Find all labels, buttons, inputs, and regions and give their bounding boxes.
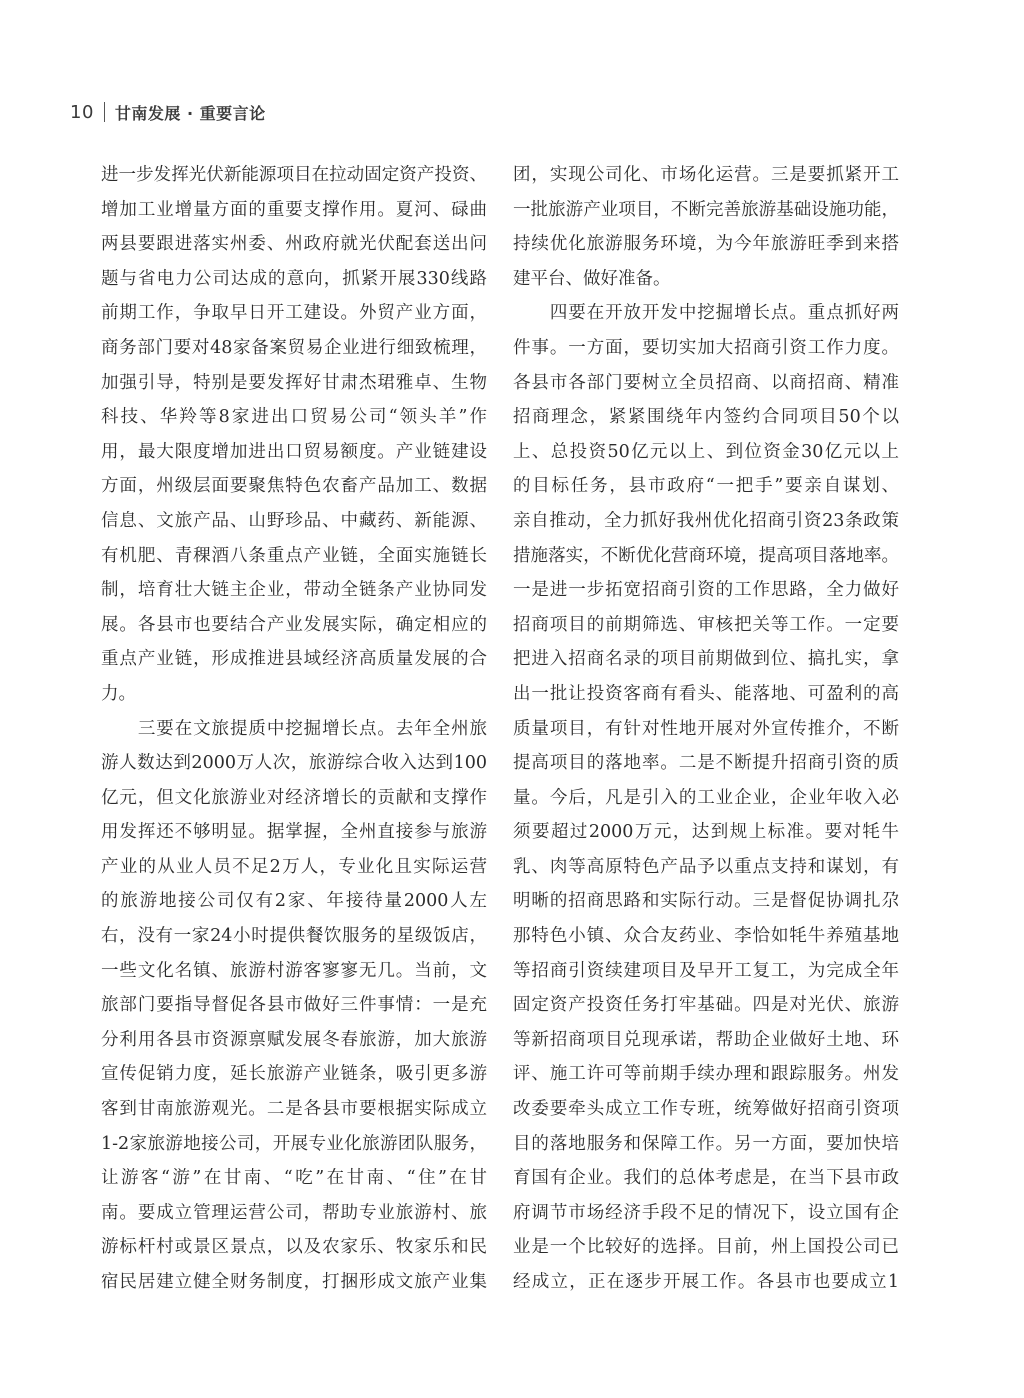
text-line: 用发挥还不够明显。据掌握，全州直接参与旅游 [101, 822, 487, 843]
text-line: 力。 [101, 683, 136, 704]
text-line: 经成立，正在逐步开展工作。各县市也要成立1 [513, 1272, 899, 1292]
text-line: 产业的从业人员不足2万人，专业化且实际运营 [101, 856, 487, 877]
text-line: 须要超过2000万元，达到规上标准。要对牦牛 [513, 822, 899, 843]
text-line: 右，没有一家24小时提供餐饮服务的星级饭店， [101, 926, 487, 947]
text-line: 件事。一方面，要切实加大招商引资工作力度。 [513, 337, 899, 358]
page-number: 10 [70, 101, 94, 123]
text-line: 乳、肉等高原特色产品予以重点支持和谋划，有 [513, 856, 899, 877]
text-line: 让游客“游”在甘南、“吃”在甘南、“住”在甘 [101, 1168, 487, 1189]
text-line: 持续优化旅游服务环境，为今年旅游旺季到来搭 [513, 234, 899, 255]
text-line: 题与省电力公司达成的意向，抓紧开展330线路 [101, 268, 487, 289]
text-line: 的目标任务，县市政府“一把手”要亲自谋划、 [513, 476, 899, 497]
text-line: 1-2家旅游地接公司，开展专业化旅游团队服务， [101, 1133, 487, 1154]
text-line: 等招商引资续建项目及早开工复工，为完成全年 [513, 960, 899, 981]
text-line: 业是一个比较好的选择。目前，州上国投公司已 [513, 1237, 899, 1258]
text-line: 招商理念，紧紧围绕年内签约合同项目50个以 [513, 407, 899, 428]
text-line: 措施落实，不断优化营商环境，提高项目落地率。 [513, 545, 899, 566]
text-line: 招商项目的前期筛选、审核把关等工作。一定要 [513, 614, 899, 635]
text-line: 游人数达到2000万人次，旅游综合收入达到100 [101, 753, 487, 774]
text-line: 三要在文旅提质中挖掘增长点。去年全州旅 [101, 718, 487, 739]
header-divider [104, 102, 105, 122]
text-line: 明晰的招商思路和实际行动。三是督促协调扎尕 [513, 891, 899, 912]
text-line: 一些文化名镇、旅游村游客寥寥无几。当前，文 [101, 960, 487, 981]
text-line: 制，培育壮大链主企业，带动全链条产业协同发 [101, 580, 487, 601]
text-line: 信息、文旅产品、山野珍品、中藏药、新能源、 [101, 510, 487, 531]
left-column [101, 158, 487, 1300]
text-line: 上、总投资50亿元以上、到位资金30亿元以上 [513, 441, 899, 462]
text-line: 评、施工许可等前期手续办理和跟踪服务。州发 [513, 1064, 899, 1085]
text-line: 建平台、做好准备。 [513, 268, 671, 289]
right-column [513, 158, 899, 1300]
text-line: 质量项目，有针对性地开展对外宣传推介，不断 [513, 718, 899, 739]
text-line: 旅部门要指导督促各县市做好三件事情：一是充 [101, 995, 487, 1016]
text-line: 宿民居建立健全财务制度，打捆形成文旅产业集 [101, 1272, 487, 1292]
text-line: 客到甘南旅游观光。二是各县市要根据实际成立 [101, 1099, 487, 1120]
text-line: 那特色小镇、众合友药业、李恰如牦牛养殖基地 [513, 926, 899, 947]
text-line: 科技、华羚等8家进出口贸易公司“领头羊”作 [101, 407, 487, 428]
text-line: 两县要跟进落实州委、州政府就光伏配套送出问 [101, 234, 487, 255]
text-line: 游标杆村或景区景点，以及农家乐、牧家乐和民 [101, 1237, 487, 1258]
page-header [70, 100, 266, 124]
text-line: 一是进一步拓宽招商引资的工作思路，全力做好 [513, 580, 899, 601]
text-line: 育国有企业。我们的总体考虑是，在当下县市政 [513, 1168, 899, 1189]
text-line: 的旅游地接公司仅有2家、年接待量2000人左 [101, 891, 487, 912]
text-line: 商务部门要对48家备案贸易企业进行细致梳理， [101, 337, 487, 358]
text-line: 量。今后，凡是引入的工业企业，企业年收入必 [513, 787, 899, 808]
text-line: 有机肥、青稞酒八条重点产业链，全面实施链长 [101, 545, 487, 566]
text-line: 团，实现公司化、市场化运营。三是要抓紧开工 [513, 165, 899, 185]
text-line: 方面，州级层面要聚焦特色农畜产品加工、数据 [101, 476, 487, 497]
text-line: 亿元，但文化旅游业对经济增长的贡献和支撑作 [101, 787, 487, 808]
text-line: 出一批让投资客商有看头、能落地、可盈利的高 [513, 683, 899, 704]
text-line: 加强引导，特别是要发挥好甘肃杰珺雅卓、生物 [101, 372, 487, 393]
text-line: 重点产业链，形成推进县域经济高质量发展的合 [101, 649, 487, 670]
text-line: 宣传促销力度，延长旅游产业链条，吸引更多游 [101, 1064, 487, 1085]
text-line: 前期工作，争取早日开工建设。外贸产业方面， [101, 303, 487, 324]
text-line: 提高项目的落地率。二是不断提升招商引资的质 [513, 753, 899, 774]
text-line: 增加工业增量方面的重要支撑作用。夏河、碌曲 [101, 199, 487, 220]
text-line: 固定资产投资任务打牢基础。四是对光伏、旅游 [513, 995, 899, 1016]
text-line: 进一步发挥光伏新能源项目在拉动固定资产投资、 [101, 165, 487, 185]
text-line: 等新招商项目兑现承诺，帮助企业做好土地、环 [513, 1029, 899, 1050]
text-line: 把进入招商名录的项目前期做到位、搞扎实，拿 [513, 649, 899, 670]
text-line: 目的落地服务和保障工作。另一方面，要加快培 [513, 1133, 899, 1154]
text-line: 四要在开放开发中挖掘增长点。重点抓好两 [513, 303, 899, 324]
text-line: 南。要成立管理运营公司，帮助专业旅游村、旅 [101, 1202, 487, 1223]
text-line: 府调节市场经济手段不足的情况下，设立国有企 [513, 1202, 899, 1223]
text-line: 改委要牵头成立工作专班，统筹做好招商引资项 [513, 1099, 899, 1120]
publication-title: 甘南发展 · 重要言论 [114, 103, 266, 123]
text-line: 展。各县市也要结合产业发展实际，确定相应的 [101, 614, 487, 635]
text-line: 用，最大限度增加进出口贸易额度。产业链建设 [101, 441, 487, 462]
text-line: 各县市各部门要树立全员招商、以商招商、精准 [513, 372, 899, 393]
text-line: 分利用各县市资源禀赋发展冬春旅游，加大旅游 [101, 1029, 487, 1050]
text-line: 一批旅游产业项目，不断完善旅游基础设施功能， [513, 199, 899, 220]
text-line: 亲自推动，全力抓好我州优化招商引资23条政策 [513, 510, 899, 531]
